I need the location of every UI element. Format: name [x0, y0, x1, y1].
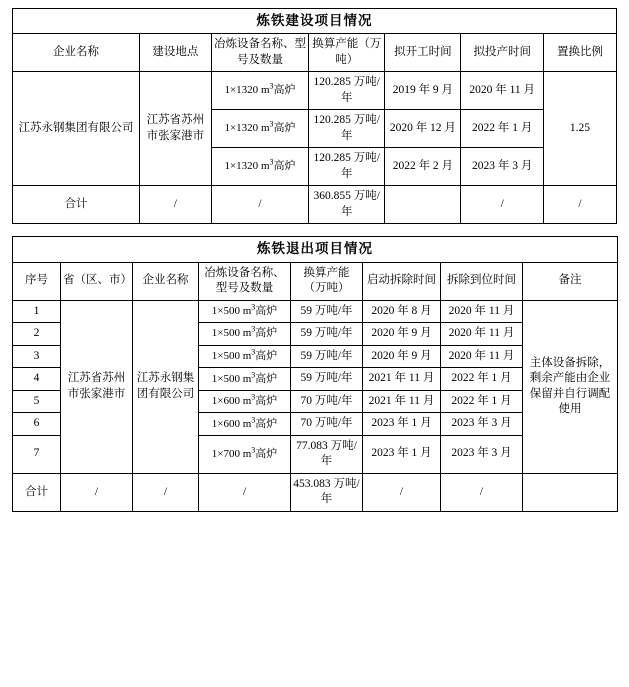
equipment-prefix: 1×700	[211, 447, 243, 460]
table1-production-3: 2023 年 3 月	[461, 148, 544, 186]
table2-end-1: 2020 年 11 月	[441, 300, 523, 323]
equipment-unit: m	[242, 395, 252, 408]
table2-header-capacity: 换算产能（万吨）	[291, 262, 363, 300]
table2-header-province: 省（区、市）	[61, 262, 133, 300]
table1-location-value: 江苏省苏州市张家港市	[139, 72, 211, 186]
equipment-prefix: 1×1320	[224, 160, 261, 173]
table2-no-5: 5	[13, 390, 61, 413]
equipment-prefix: 1×1320	[224, 122, 261, 135]
equipment-superscript: 3	[251, 392, 256, 402]
table2-equipment-1	[199, 300, 291, 323]
table2-province-value: 江苏省苏州市张家港市	[61, 300, 133, 473]
equipment-suffix: 高炉	[273, 84, 296, 97]
table1-title-row	[13, 9, 617, 34]
equipment-suffix: 高炉	[273, 160, 296, 173]
table2-end-7: 2023 年 3 月	[441, 435, 523, 473]
table1-capacity-2: 120.285 万吨/年	[309, 110, 385, 148]
table2-no-6: 6	[13, 413, 61, 436]
table1-total-start	[385, 186, 461, 224]
table2-total-equipment: /	[199, 473, 291, 511]
table2-equipment-4	[199, 368, 291, 391]
table2-total-start: /	[363, 473, 441, 511]
equipment-superscript: 3	[269, 81, 274, 91]
equipment-unit: m	[260, 84, 270, 97]
table2-header-no: 序号	[13, 262, 61, 300]
table2-equipment-2	[199, 323, 291, 346]
equipment-suffix: 高炉	[255, 395, 278, 408]
table2-capacity-6: 70 万吨/年	[291, 413, 363, 436]
table1-equipment-2	[211, 110, 308, 148]
equipment-unit: m	[242, 417, 252, 430]
equipment-suffix: 高炉	[255, 304, 278, 317]
table1-total-equipment: /	[211, 186, 308, 224]
table1-capacity-3: 120.285 万吨/年	[309, 148, 385, 186]
table1-header-equipment: 冶炼设备名称、型号及数量	[211, 34, 308, 72]
table1-start-3: 2022 年 2 月	[385, 148, 461, 186]
equipment-prefix: 1×500	[211, 327, 243, 340]
table2-start-7: 2023 年 1 月	[363, 435, 441, 473]
table1-total-ratio: /	[543, 186, 616, 224]
table2-header-equipment: 冶炼设备名称、型号及数量	[199, 262, 291, 300]
table1-header-company: 企业名称	[13, 34, 140, 72]
equipment-unit: m	[242, 349, 252, 362]
table2-no-2: 2	[13, 323, 61, 346]
table2-start-5: 2021 年 11 月	[363, 390, 441, 413]
table2-end-5: 2022 年 1 月	[441, 390, 523, 413]
equipment-prefix: 1×600	[211, 395, 243, 408]
table2-equipment-6	[199, 413, 291, 436]
table2-total-capacity: 453.083 万吨/年	[291, 473, 363, 511]
table1-title: 炼铁建设项目情况	[13, 9, 617, 34]
equipment-superscript: 3	[269, 157, 274, 167]
table-spacer	[12, 224, 617, 236]
equipment-suffix: 高炉	[255, 327, 278, 340]
table2-total-label: 合计	[13, 473, 61, 511]
table2-note-value: 主体设备拆除，剩余产能由企业保留并自行调配使用	[523, 300, 618, 473]
table2-start-2: 2020 年 9 月	[363, 323, 441, 346]
table2-no-1: 1	[13, 300, 61, 323]
equipment-prefix: 1×500	[211, 372, 243, 385]
table2-capacity-2: 59 万吨/年	[291, 323, 363, 346]
table2-total-end: /	[441, 473, 523, 511]
equipment-unit: m	[242, 372, 252, 385]
table2-end-3: 2020 年 11 月	[441, 345, 523, 368]
table2-company-value: 江苏永钢集团有限公司	[133, 300, 199, 473]
table1-start-1: 2019 年 9 月	[385, 72, 461, 110]
table2-no-7: 7	[13, 435, 61, 473]
equipment-unit: m	[260, 122, 270, 135]
table1-capacity-1: 120.285 万吨/年	[309, 72, 385, 110]
table2-title: 炼铁退出项目情况	[13, 237, 618, 262]
equipment-prefix: 1×1320	[224, 84, 261, 97]
table1-production-1: 2020 年 11 月	[461, 72, 544, 110]
table1-total-location: /	[139, 186, 211, 224]
table2-total-province: /	[61, 473, 133, 511]
table2-start-3: 2020 年 9 月	[363, 345, 441, 368]
table2-no-4: 4	[13, 368, 61, 391]
table2-header-note: 备注	[523, 262, 618, 300]
table2-start-6: 2023 年 1 月	[363, 413, 441, 436]
equipment-superscript: 3	[269, 119, 274, 129]
table1-production-2: 2022 年 1 月	[461, 110, 544, 148]
table1-header-row	[13, 34, 617, 72]
table2-equipment-3	[199, 345, 291, 368]
table2-end-6: 2023 年 3 月	[441, 413, 523, 436]
equipment-superscript: 3	[251, 369, 256, 379]
equipment-unit: m	[242, 447, 252, 460]
table1-ratio-value: 1.25	[543, 72, 616, 186]
table2-total-company: /	[133, 473, 199, 511]
table1-total-label: 合计	[13, 186, 140, 224]
equipment-suffix: 高炉	[255, 447, 278, 460]
table2-header-start-demolition: 启动拆除时间	[363, 262, 441, 300]
table2-title-row	[13, 237, 618, 262]
equipment-unit: m	[260, 160, 270, 173]
equipment-superscript: 3	[251, 445, 256, 455]
table-row	[13, 72, 617, 110]
table2-header-row	[13, 262, 618, 300]
table1-header-production-time: 拟投产时间	[461, 34, 544, 72]
table1-header-ratio: 置换比例	[543, 34, 616, 72]
table2-equipment-5	[199, 390, 291, 413]
table2-no-3: 3	[13, 345, 61, 368]
table1-header-start-time: 拟开工时间	[385, 34, 461, 72]
exit-projects-table	[12, 236, 618, 511]
table1-total-row	[13, 186, 617, 224]
equipment-suffix: 高炉	[255, 417, 278, 430]
table2-end-4: 2022 年 1 月	[441, 368, 523, 391]
table2-equipment-7	[199, 435, 291, 473]
equipment-superscript: 3	[251, 414, 256, 424]
table2-total-note	[523, 473, 618, 511]
table1-total-capacity: 360.855 万吨/年	[309, 186, 385, 224]
table2-capacity-1: 59 万吨/年	[291, 300, 363, 323]
table2-total-row	[13, 473, 618, 511]
table2-capacity-7: 77.083 万吨/年	[291, 435, 363, 473]
equipment-superscript: 3	[251, 302, 256, 312]
equipment-unit: m	[242, 327, 252, 340]
equipment-suffix: 高炉	[273, 122, 296, 135]
equipment-suffix: 高炉	[255, 372, 278, 385]
table1-header-capacity: 换算产能（万吨）	[309, 34, 385, 72]
table2-capacity-5: 70 万吨/年	[291, 390, 363, 413]
table2-header-company: 企业名称	[133, 262, 199, 300]
equipment-superscript: 3	[251, 324, 256, 334]
table2-capacity-4: 59 万吨/年	[291, 368, 363, 391]
equipment-suffix: 高炉	[255, 349, 278, 362]
table2-capacity-3: 59 万吨/年	[291, 345, 363, 368]
table1-header-location: 建设地点	[139, 34, 211, 72]
equipment-prefix: 1×500	[211, 349, 243, 362]
table-row	[13, 300, 618, 323]
table2-start-1: 2020 年 8 月	[363, 300, 441, 323]
equipment-unit: m	[242, 304, 252, 317]
table1-start-2: 2020 年 12 月	[385, 110, 461, 148]
equipment-prefix: 1×600	[211, 417, 243, 430]
table1-total-production: /	[461, 186, 544, 224]
construction-projects-table	[12, 8, 617, 224]
table1-equipment-3	[211, 148, 308, 186]
table2-header-finish-demolition: 拆除到位时间	[441, 262, 523, 300]
equipment-superscript: 3	[251, 347, 256, 357]
table1-equipment-1	[211, 72, 308, 110]
table2-start-4: 2021 年 11 月	[363, 368, 441, 391]
table2-end-2: 2020 年 11 月	[441, 323, 523, 346]
table1-company-value: 江苏永钢集团有限公司	[13, 72, 140, 186]
equipment-prefix: 1×500	[211, 304, 243, 317]
